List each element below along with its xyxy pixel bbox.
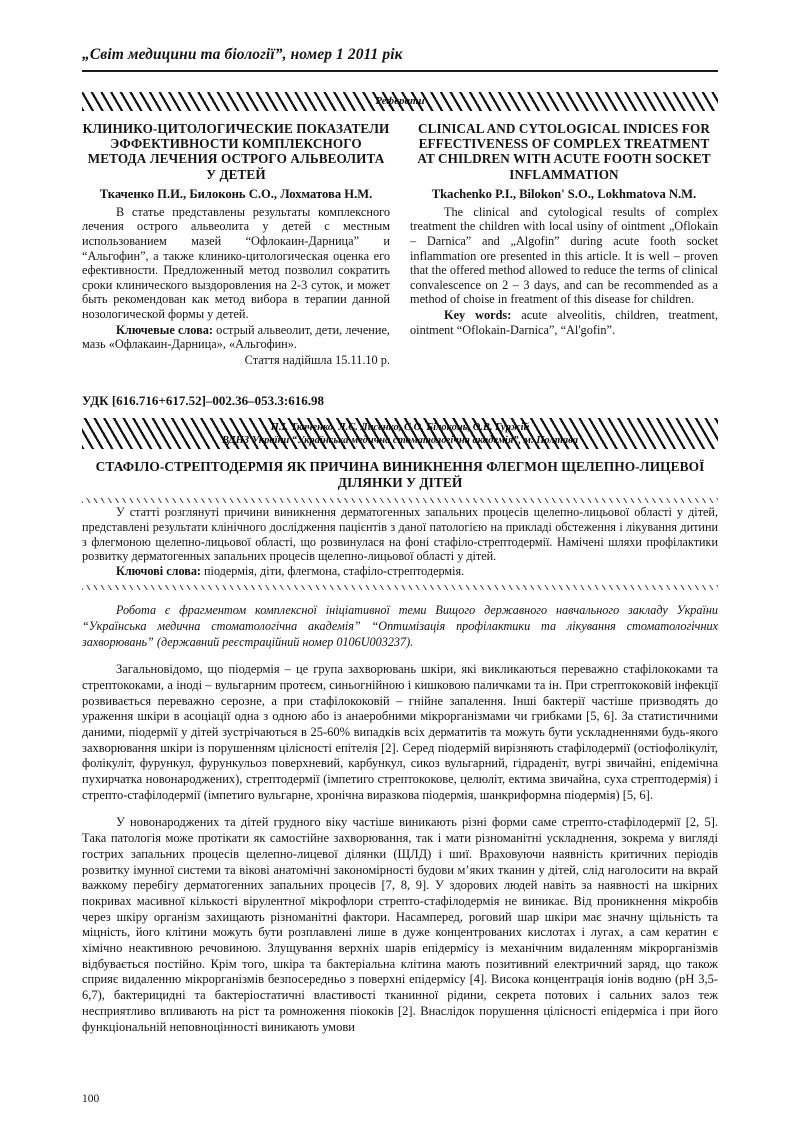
article-two-keywords	[82, 564, 718, 579]
article-two-authors: П.І. Ткаченко, Л.С. Лисенко, С.О. Білоконь, О.В. Гуржій	[270, 421, 530, 433]
abstract-column-russian	[82, 121, 390, 367]
abstracts-banner-label: Реферати	[375, 95, 425, 107]
article-two-title: СТАФІЛО-СТРЕПТОДЕРМІЯ ЯК ПРИЧИНА ВИНИКНЕННЯ ФЛЕГМОН ЩЕЛЕПНО-ЛИЦЕВОЇ ДІЛЯНКИ У ДІТЕЙ	[95, 459, 705, 491]
udc-code: УДК [616.716+617.52]–002.36–053.3:616.98	[82, 393, 324, 409]
abstract-column-english	[410, 121, 718, 367]
keywords-text-ru: острый альвеолит, дети, лечение, мазь «Офлакаин-Дарница», «Альгофин».	[82, 322, 390, 352]
page-number: 100	[82, 1093, 100, 1105]
article-one-keywords-ru	[82, 323, 390, 352]
article-one-abstract-en: The clinical and cytological results of complex treatment the children with local usiny of ointment „Oflokain – Darnica” and „Algofin” during acute footh socket inflammation ore presented in this article. It is well – proven that the offered method allowed to reduce the terms of clinical convalescence on 2 – 3 days, and can be recommended as a method of choise in freatment of this disease for children.	[410, 204, 718, 307]
article-two-summary: У статті розглянуті причини виникнення дерматогенных запальних процесів щелепно-лицьової області у дітей, представлені результати клінічного дослідження пацієнтів з даної патологією на прикладі обстеження і лікування дитини з флегмоною щелепно-лицьової області, що розвинулася на фоні стафіло-стрептодермії. Намічені шляхи профілактики розвитку дерматогенных запальних процесів щелепно-лицьової області у дітей.	[82, 505, 718, 564]
article-one-authors-ru: Ткаченко П.И., Билоконь С.О., Лохматова Н.М.	[99, 186, 373, 201]
article-two-affiliation: ВДНЗ України “Українська медична стоматологічна академія”, м. Полтава	[221, 434, 579, 446]
article-one-title-en: CLINICAL AND CYTOLOGICAL INDICES FOR EFFECTIVENESS OF COMPLEX TREATMENT AT CHILDREN WITH ACUTE FOOTH SOCKET INFLAMMATION	[417, 121, 711, 182]
article-one-title-ru: КЛИНИКО-ЦИТОЛОГИЧЕСКИЕ ПОКАЗАТЕЛИ ЭФФЕКТИВНОСТИ КОМПЛЕКСНОГО МЕТОДА ЛЕЧЕНИЯ ОСТРОГО АЛЬВЕОЛИТА У ДЕТЕЙ	[82, 121, 390, 182]
keywords-label-uk: Ключові слова:	[116, 563, 201, 578]
keywords-text-uk: піодермія, діти, флегмона, стафіло-стрептодермія.	[204, 563, 465, 578]
body-paragraph-2: У новонароджених та дітей грудного віку частіше виникають різні форми саме стрепто-стафілодермії [2, 5]. Така патологія може протікати як самостійне захворювання, так і мати різноманітні ускладнення, зокрема у вигляді гострих запальних процесів щелепно-лицевої ділянки (ЩЛД) і шиї. Враховуючи наявність критичних періодів розвитку імунної системи та вікові анатомічні закономірності будови м’яких тканин у дітей, слід наголосити на вкрай важкому перебігу дерматогенних запальних процесів [7, 8, 9]. У здорових людей навіть за наявності на шкірних покривах масивної кількості вірулентної мікрофлори стрепто-стафілодермія не виникає. Від проникнення мікробів через шкіру організм захищають різноманітні фактори. Насамперед, роговий шар шкіри має значну щільність та міцність, його клітини можуть бути розплавлені лише в дуже концентрованих кислотах і лугах, а сам кератин є хімічно неактивною речовиною. Злущування верхніх шарів епідермісу із механічним видаленням мікрорганізмів відбувається постійно. Крім того, шкіра та бактеріальна клітина мають позитивний електричний заряд, що також сприяє видаленню мікрорганізмів безпосередньо з поверхні епідермісу [4]. Висока концентрація іонів водню (рН 3,5-6,7), бактерицидні та бактеріостатичні властивості тканинної рідини, секрета потових і сальних залоз теж несприятливо впливають на ріст та ромноження піококів [2]. Внаслідок порушення цілісності епідерміса і при його функціональній неповноцінності виникають умови	[82, 815, 718, 1034]
funding-note: Робота є фрагментом комплексної ініціативної теми Вищого державного навчального закладу України “Українська медична стоматологічна академія” “Оптимізація профілактики та лікування стоматологічних захворювань” (державний реєстраційний номер 0106U003237).	[82, 603, 718, 649]
abstract-columns	[82, 121, 718, 367]
keywords-text-en: acute alveolitis, children, treatment, ointment “Oflokain-Darnica”, “Al'gofin”.	[410, 307, 719, 337]
summary-bottom-rule	[82, 585, 718, 590]
article-one-submitted: Стаття надійшла 15.11.10 р.	[244, 352, 390, 367]
keywords-label-ru: Ключевые слова:	[116, 322, 214, 337]
summary-top-rule	[82, 498, 718, 503]
article-one-abstract-ru: В статье представлены результаты комплексного лечения острого альвеолита у детей с местным использованием мазей “Офлокаин-Дарница” и “Альгофин”, а также клинико-цитологическая оценка его ефективности. Предложенный метод позволил сократить сроки клинического выздоровления на 2-3 суток, и может быть рекомендован как метод вибора в терапии данной нозологической формы у детей.	[82, 204, 390, 321]
keywords-label-en: Key words:	[444, 307, 512, 322]
abstracts-banner	[82, 92, 718, 111]
article-two-authors-banner	[82, 418, 718, 449]
article-one-authors-en: Tkachenko P.I., Bilokon' S.O., Lokhmatova N.M.	[431, 186, 697, 201]
article-one-keywords-en	[410, 308, 718, 337]
header-rule	[82, 70, 718, 72]
body-paragraph-1: Загальновідомо, що піодермія – це група захворювань шкіри, які викликаються переважно стафілококами та стрептококами, а іноді – вульгарним протеєм, синьогнійною і кишковою паличками та ін. При стрептококовій інфекції розвивається переважно серозне, а при стафілококовій – гнійне запалення. Інші бактерії частіше призводять до ураження шкіри в асоціації одна з одною або із анаеробними мікрорганізмами чи грибками [5, 6]. За статистичними даними, піодермії у дітей зустрічаються в 25-60% випадків всіх дерматитів та можуть бути ускладненнями будь-якого захворювання шкіри із порушенням цілісності епітелія [2]. Серед піодермій вирізняють стафілодермії (остіофолікуліт, фолікуліт, фурункул, фурункульоз поверхневий, карбункул, сикоз вульгарний, гідраденіт, вугрі звичайні, епідемічна пухирчатка новонароджених), стрептодермії (імпетиго стрептококове, целюліт, ектима звичайна, суха стрептодермія) і стрепто-стафілодермії (імпетиго вульгарне, хронічна виразкова піодермія, шанкриформна піодермія) [5, 6].	[82, 662, 718, 802]
running-head: „Світ медицини та біології”, номер 1 2011 рік	[82, 46, 403, 63]
